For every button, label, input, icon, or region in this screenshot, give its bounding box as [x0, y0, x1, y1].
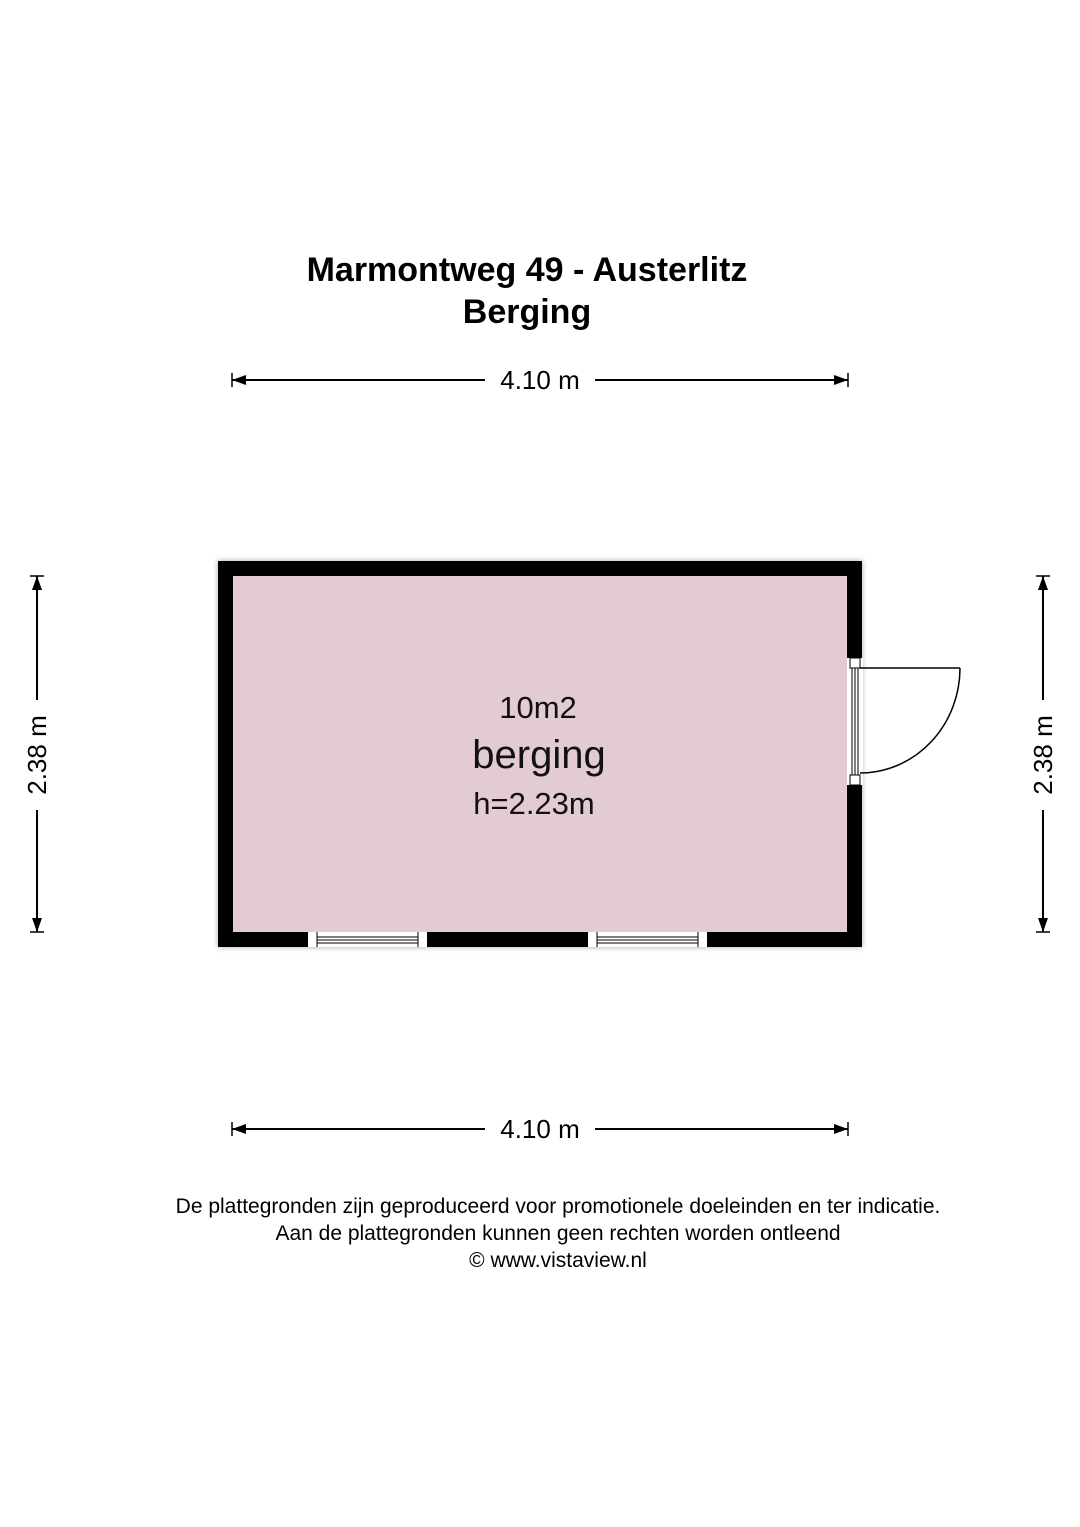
dimension-bottom — [232, 1114, 848, 1144]
room-area-label: 10m2 — [499, 690, 577, 725]
plan-title: Marmontweg 49 - Austerlitz — [306, 251, 748, 289]
dimension-left — [22, 576, 52, 932]
dimension-top — [232, 365, 848, 395]
dimension-top-label: 4.10 m — [500, 365, 580, 395]
door-right — [847, 658, 960, 785]
disclaimer-line-1: De plattegronden zijn geproduceerd voor promotionele doeleinden en ter indicatie. — [175, 1195, 941, 1218]
disclaimer-line-2: Aan de plattegronden kunnen geen rechten worden ontleend — [275, 1222, 841, 1245]
dimension-right — [1028, 576, 1058, 932]
room-height-label: h=2.23m — [473, 786, 595, 821]
window-bottom-left — [307, 932, 428, 947]
plan-subtitle: Berging — [462, 293, 592, 331]
dimension-right-label: 2.38 m — [1028, 715, 1058, 795]
copyright-line: © www.vistaview.nl — [469, 1249, 647, 1272]
dimension-bottom-label: 4.10 m — [500, 1114, 580, 1144]
room-berging — [218, 561, 960, 947]
room-name-label: berging — [472, 733, 606, 777]
dimension-left-label: 2.38 m — [22, 715, 52, 795]
window-bottom-right — [587, 932, 708, 947]
